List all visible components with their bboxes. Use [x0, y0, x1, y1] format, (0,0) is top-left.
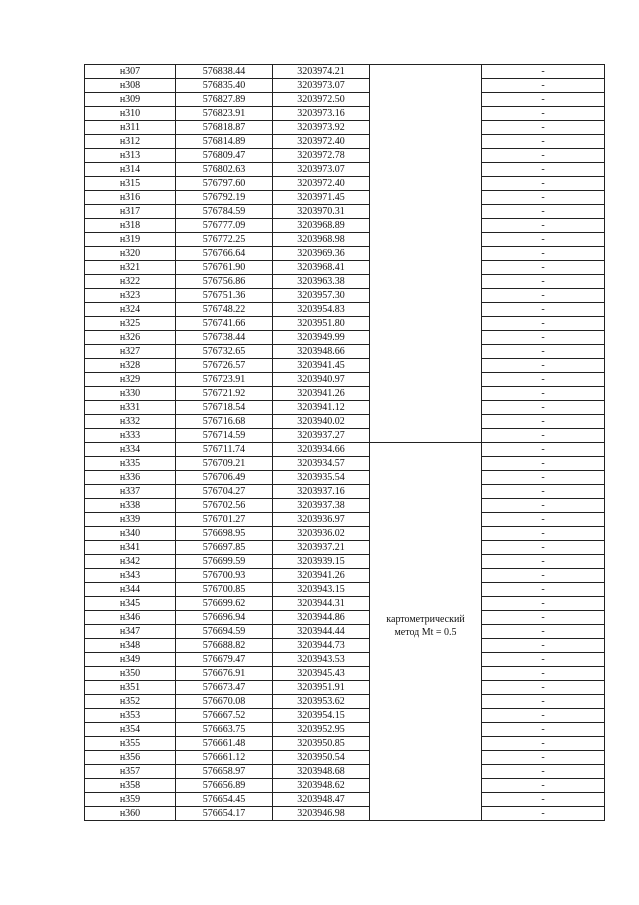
point-cell: н330 [85, 387, 176, 401]
y-coordinate-cell: 3203944.31 [273, 597, 370, 611]
y-coordinate-cell: 3203950.54 [273, 751, 370, 765]
table-row [85, 513, 605, 527]
y-coordinate-cell: 3203952.95 [273, 723, 370, 737]
table-row [85, 373, 605, 387]
point-cell: н320 [85, 247, 176, 261]
y-coordinate-cell: 3203937.38 [273, 499, 370, 513]
mark-cell: - [482, 345, 605, 359]
point-cell: н348 [85, 639, 176, 653]
mark-cell: - [482, 233, 605, 247]
mark-cell: - [482, 107, 605, 121]
table-row [85, 65, 605, 79]
method-cell [370, 65, 482, 443]
mark-cell: - [482, 219, 605, 233]
table-row [85, 387, 605, 401]
point-cell: н314 [85, 163, 176, 177]
mark-cell: - [482, 681, 605, 695]
table-row [85, 149, 605, 163]
x-coordinate-cell: 576797.60 [176, 177, 273, 191]
y-coordinate-cell: 3203946.98 [273, 807, 370, 821]
mark-cell: - [482, 317, 605, 331]
y-coordinate-cell: 3203973.07 [273, 163, 370, 177]
y-coordinate-cell: 3203944.86 [273, 611, 370, 625]
point-cell: н337 [85, 485, 176, 499]
x-coordinate-cell: 576654.17 [176, 807, 273, 821]
y-coordinate-cell: 3203940.02 [273, 415, 370, 429]
point-cell: н319 [85, 233, 176, 247]
table-row [85, 639, 605, 653]
mark-cell: - [482, 695, 605, 709]
y-coordinate-cell: 3203974.21 [273, 65, 370, 79]
y-coordinate-cell: 3203943.15 [273, 583, 370, 597]
table-row [85, 807, 605, 821]
table-row [85, 415, 605, 429]
point-cell: н346 [85, 611, 176, 625]
point-cell: н353 [85, 709, 176, 723]
y-coordinate-cell: 3203936.97 [273, 513, 370, 527]
y-coordinate-cell: 3203934.57 [273, 457, 370, 471]
point-cell: н355 [85, 737, 176, 751]
y-coordinate-cell: 3203939.15 [273, 555, 370, 569]
x-coordinate-cell: 576663.75 [176, 723, 273, 737]
mark-cell: - [482, 625, 605, 639]
mark-cell: - [482, 723, 605, 737]
x-coordinate-cell: 576697.85 [176, 541, 273, 555]
mark-cell: - [482, 443, 605, 457]
y-coordinate-cell: 3203948.66 [273, 345, 370, 359]
x-coordinate-cell: 576748.22 [176, 303, 273, 317]
x-coordinate-cell: 576726.57 [176, 359, 273, 373]
table-row [85, 135, 605, 149]
table-row [85, 681, 605, 695]
mark-cell: - [482, 765, 605, 779]
table-row [85, 261, 605, 275]
table-row [85, 401, 605, 415]
mark-cell: - [482, 93, 605, 107]
mark-cell: - [482, 401, 605, 415]
table-row [85, 709, 605, 723]
point-cell: н358 [85, 779, 176, 793]
point-cell: н312 [85, 135, 176, 149]
y-coordinate-cell: 3203948.47 [273, 793, 370, 807]
mark-cell: - [482, 499, 605, 513]
y-coordinate-cell: 3203972.50 [273, 93, 370, 107]
point-cell: н333 [85, 429, 176, 443]
point-cell: н356 [85, 751, 176, 765]
mark-cell: - [482, 555, 605, 569]
mark-cell: - [482, 135, 605, 149]
mark-cell: - [482, 513, 605, 527]
y-coordinate-cell: 3203968.89 [273, 219, 370, 233]
mark-cell: - [482, 569, 605, 583]
point-cell: н340 [85, 527, 176, 541]
y-coordinate-cell: 3203954.83 [273, 303, 370, 317]
x-coordinate-cell: 576702.56 [176, 499, 273, 513]
mark-cell: - [482, 303, 605, 317]
x-coordinate-cell: 576823.91 [176, 107, 273, 121]
x-coordinate-cell: 576667.52 [176, 709, 273, 723]
y-coordinate-cell: 3203936.02 [273, 527, 370, 541]
x-coordinate-cell: 576701.27 [176, 513, 273, 527]
y-coordinate-cell: 3203950.85 [273, 737, 370, 751]
x-coordinate-cell: 576698.95 [176, 527, 273, 541]
table-row [85, 737, 605, 751]
table-row [85, 667, 605, 681]
point-cell: н326 [85, 331, 176, 345]
mark-cell: - [482, 485, 605, 499]
mark-cell: - [482, 429, 605, 443]
x-coordinate-cell: 576661.48 [176, 737, 273, 751]
table-row [85, 275, 605, 289]
point-cell: н345 [85, 597, 176, 611]
x-coordinate-cell: 576700.93 [176, 569, 273, 583]
point-cell: н307 [85, 65, 176, 79]
point-cell: н331 [85, 401, 176, 415]
x-coordinate-cell: 576704.27 [176, 485, 273, 499]
mark-cell: - [482, 415, 605, 429]
x-coordinate-cell: 576676.91 [176, 667, 273, 681]
table-row [85, 93, 605, 107]
y-coordinate-cell: 3203968.41 [273, 261, 370, 275]
point-cell: н342 [85, 555, 176, 569]
x-coordinate-cell: 576809.47 [176, 149, 273, 163]
point-cell: н310 [85, 107, 176, 121]
x-coordinate-cell: 576699.59 [176, 555, 273, 569]
table-row [85, 485, 605, 499]
point-cell: н347 [85, 625, 176, 639]
x-coordinate-cell: 576718.54 [176, 401, 273, 415]
y-coordinate-cell: 3203971.45 [273, 191, 370, 205]
x-coordinate-cell: 576700.85 [176, 583, 273, 597]
table-row [85, 471, 605, 485]
table-row [85, 583, 605, 597]
mark-cell: - [482, 653, 605, 667]
x-coordinate-cell: 576732.65 [176, 345, 273, 359]
point-cell: н357 [85, 765, 176, 779]
table-row [85, 779, 605, 793]
mark-cell: - [482, 541, 605, 555]
x-coordinate-cell: 576711.74 [176, 443, 273, 457]
point-cell: н309 [85, 93, 176, 107]
point-cell: н360 [85, 807, 176, 821]
coordinates-table-body [85, 65, 605, 821]
mark-cell: - [482, 261, 605, 275]
point-cell: н327 [85, 345, 176, 359]
y-coordinate-cell: 3203944.73 [273, 639, 370, 653]
table-row [85, 107, 605, 121]
x-coordinate-cell: 576838.44 [176, 65, 273, 79]
x-coordinate-cell: 576670.08 [176, 695, 273, 709]
table-row [85, 331, 605, 345]
table-row [85, 429, 605, 443]
x-coordinate-cell: 576654.45 [176, 793, 273, 807]
y-coordinate-cell: 3203943.53 [273, 653, 370, 667]
table-row [85, 499, 605, 513]
point-cell: н334 [85, 443, 176, 457]
table-row [85, 653, 605, 667]
point-cell: н311 [85, 121, 176, 135]
x-coordinate-cell: 576756.86 [176, 275, 273, 289]
mark-cell: - [482, 289, 605, 303]
mark-cell: - [482, 667, 605, 681]
x-coordinate-cell: 576709.21 [176, 457, 273, 471]
table-row [85, 289, 605, 303]
x-coordinate-cell: 576721.92 [176, 387, 273, 401]
point-cell: н332 [85, 415, 176, 429]
y-coordinate-cell: 3203951.91 [273, 681, 370, 695]
mark-cell: - [482, 611, 605, 625]
y-coordinate-cell: 3203972.78 [273, 149, 370, 163]
table-row [85, 233, 605, 247]
y-coordinate-cell: 3203937.27 [273, 429, 370, 443]
y-coordinate-cell: 3203948.68 [273, 765, 370, 779]
x-coordinate-cell: 576714.59 [176, 429, 273, 443]
mark-cell: - [482, 737, 605, 751]
mark-cell: - [482, 149, 605, 163]
table-row [85, 121, 605, 135]
y-coordinate-cell: 3203941.45 [273, 359, 370, 373]
table-row [85, 303, 605, 317]
point-cell: н317 [85, 205, 176, 219]
table-row [85, 191, 605, 205]
mark-cell: - [482, 751, 605, 765]
point-cell: н323 [85, 289, 176, 303]
x-coordinate-cell: 576751.36 [176, 289, 273, 303]
y-coordinate-cell: 3203941.12 [273, 401, 370, 415]
y-coordinate-cell: 3203948.62 [273, 779, 370, 793]
point-cell: н359 [85, 793, 176, 807]
y-coordinate-cell: 3203973.92 [273, 121, 370, 135]
x-coordinate-cell: 576741.66 [176, 317, 273, 331]
point-cell: н322 [85, 275, 176, 289]
mark-cell: - [482, 177, 605, 191]
mark-cell: - [482, 163, 605, 177]
table-row [85, 611, 605, 625]
x-coordinate-cell: 576673.47 [176, 681, 273, 695]
x-coordinate-cell: 576772.25 [176, 233, 273, 247]
x-coordinate-cell: 576777.09 [176, 219, 273, 233]
point-cell: н344 [85, 583, 176, 597]
x-coordinate-cell: 576792.19 [176, 191, 273, 205]
mark-cell: - [482, 121, 605, 135]
mark-cell: - [482, 597, 605, 611]
mark-cell: - [482, 471, 605, 485]
table-row [85, 723, 605, 737]
table-row [85, 163, 605, 177]
point-cell: н335 [85, 457, 176, 471]
y-coordinate-cell: 3203951.80 [273, 317, 370, 331]
y-coordinate-cell: 3203940.97 [273, 373, 370, 387]
y-coordinate-cell: 3203957.30 [273, 289, 370, 303]
x-coordinate-cell: 576688.82 [176, 639, 273, 653]
y-coordinate-cell: 3203963.38 [273, 275, 370, 289]
x-coordinate-cell: 576818.87 [176, 121, 273, 135]
y-coordinate-cell: 3203937.21 [273, 541, 370, 555]
y-coordinate-cell: 3203935.54 [273, 471, 370, 485]
point-cell: н351 [85, 681, 176, 695]
mark-cell: - [482, 79, 605, 93]
mark-cell: - [482, 793, 605, 807]
table-row [85, 79, 605, 93]
table-row [85, 247, 605, 261]
mark-cell: - [482, 527, 605, 541]
method-label: картометрический метод Mt = 0.5 [386, 614, 465, 638]
mark-cell: - [482, 583, 605, 597]
y-coordinate-cell: 3203937.16 [273, 485, 370, 499]
coordinates-table [84, 64, 605, 821]
table-row [85, 527, 605, 541]
point-cell: н313 [85, 149, 176, 163]
point-cell: н349 [85, 653, 176, 667]
table-row [85, 317, 605, 331]
mark-cell: - [482, 457, 605, 471]
y-coordinate-cell: 3203970.31 [273, 205, 370, 219]
x-coordinate-cell: 576694.59 [176, 625, 273, 639]
point-cell: н308 [85, 79, 176, 93]
y-coordinate-cell: 3203972.40 [273, 177, 370, 191]
x-coordinate-cell: 576835.40 [176, 79, 273, 93]
y-coordinate-cell: 3203969.36 [273, 247, 370, 261]
x-coordinate-cell: 576679.47 [176, 653, 273, 667]
point-cell: н350 [85, 667, 176, 681]
y-coordinate-cell: 3203941.26 [273, 569, 370, 583]
y-coordinate-cell: 3203968.98 [273, 233, 370, 247]
y-coordinate-cell: 3203954.15 [273, 709, 370, 723]
method-cell [370, 443, 482, 821]
mark-cell: - [482, 275, 605, 289]
x-coordinate-cell: 576784.59 [176, 205, 273, 219]
point-cell: н324 [85, 303, 176, 317]
y-coordinate-cell: 3203973.16 [273, 107, 370, 121]
x-coordinate-cell: 576766.64 [176, 247, 273, 261]
table-row [85, 457, 605, 471]
y-coordinate-cell: 3203973.07 [273, 79, 370, 93]
mark-cell: - [482, 709, 605, 723]
point-cell: н325 [85, 317, 176, 331]
table-row [85, 359, 605, 373]
x-coordinate-cell: 576658.97 [176, 765, 273, 779]
x-coordinate-cell: 576699.62 [176, 597, 273, 611]
table-row [85, 177, 605, 191]
mark-cell: - [482, 331, 605, 345]
x-coordinate-cell: 576661.12 [176, 751, 273, 765]
x-coordinate-cell: 576706.49 [176, 471, 273, 485]
x-coordinate-cell: 576723.91 [176, 373, 273, 387]
y-coordinate-cell: 3203945.43 [273, 667, 370, 681]
table-row [85, 555, 605, 569]
point-cell: н318 [85, 219, 176, 233]
y-coordinate-cell: 3203941.26 [273, 387, 370, 401]
point-cell: н321 [85, 261, 176, 275]
table-row [85, 205, 605, 219]
y-coordinate-cell: 3203972.40 [273, 135, 370, 149]
table-row [85, 541, 605, 555]
point-cell: н336 [85, 471, 176, 485]
y-coordinate-cell: 3203953.62 [273, 695, 370, 709]
mark-cell: - [482, 779, 605, 793]
point-cell: н354 [85, 723, 176, 737]
mark-cell: - [482, 373, 605, 387]
table-row [85, 219, 605, 233]
table-row [85, 793, 605, 807]
table-row [85, 765, 605, 779]
x-coordinate-cell: 576827.89 [176, 93, 273, 107]
mark-cell: - [482, 65, 605, 79]
point-cell: н343 [85, 569, 176, 583]
point-cell: н328 [85, 359, 176, 373]
x-coordinate-cell: 576656.89 [176, 779, 273, 793]
point-cell: н316 [85, 191, 176, 205]
table-row [85, 597, 605, 611]
mark-cell: - [482, 205, 605, 219]
point-cell: н339 [85, 513, 176, 527]
x-coordinate-cell: 576716.68 [176, 415, 273, 429]
y-coordinate-cell: 3203944.44 [273, 625, 370, 639]
point-cell: н315 [85, 177, 176, 191]
x-coordinate-cell: 576738.44 [176, 331, 273, 345]
point-cell: н352 [85, 695, 176, 709]
table-row [85, 569, 605, 583]
table-row [85, 443, 605, 457]
point-cell: н329 [85, 373, 176, 387]
y-coordinate-cell: 3203934.66 [273, 443, 370, 457]
table-row [85, 695, 605, 709]
point-cell: н341 [85, 541, 176, 555]
mark-cell: - [482, 387, 605, 401]
x-coordinate-cell: 576761.90 [176, 261, 273, 275]
mark-cell: - [482, 639, 605, 653]
table-row [85, 625, 605, 639]
mark-cell: - [482, 191, 605, 205]
y-coordinate-cell: 3203949.99 [273, 331, 370, 345]
mark-cell: - [482, 359, 605, 373]
x-coordinate-cell: 576696.94 [176, 611, 273, 625]
x-coordinate-cell: 576814.89 [176, 135, 273, 149]
mark-cell: - [482, 807, 605, 821]
x-coordinate-cell: 576802.63 [176, 163, 273, 177]
table-row [85, 345, 605, 359]
mark-cell: - [482, 247, 605, 261]
point-cell: н338 [85, 499, 176, 513]
table-row [85, 751, 605, 765]
